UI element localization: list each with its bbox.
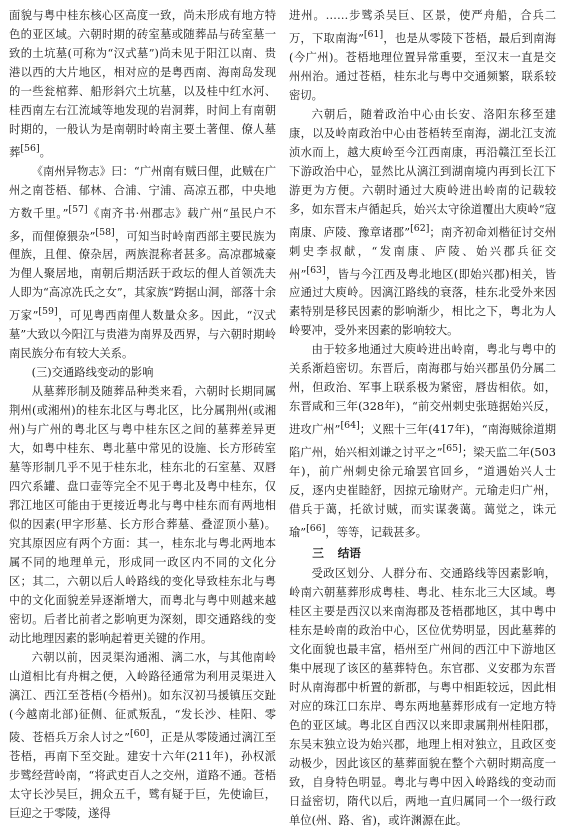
paragraph-text: 《南齐书·州郡志》载广州“虽民户不多，而俚僚猥杂”: [9, 206, 276, 243]
paragraph-text: ，正是从零陵通过漓江至苍梧，再南下至交趾。建安十六年(211年)，孙权派步骘经营岭南，“将武吏百人之交州，道路不通。苍梧太守长沙吴巨，拥众五千，骘有疑于巨，先使谕巨，巨迎之于零陵，遂得: [9, 730, 276, 820]
paragraph-text: 进州。……步骘杀吴巨、区景，使严舟船，合兵二万，下取南海”: [289, 9, 556, 45]
paragraph: [9, 648, 276, 823]
citation-ref: [59]: [38, 306, 58, 318]
citation-ref: [58]: [95, 226, 115, 238]
paragraph-text: 由于较多地通过大庾岭进出岭南，粤北与粤中的关系渐趋密切。东晋后，南海郡与始兴郡虽仍分属二州，但政治、军事上联系极为紧密，唇齿相依。如，东晋咸和三年(328年)，“前交州刺史张琏据始兴反，进攻广州”: [289, 343, 556, 437]
left-column: [9, 6, 276, 820]
paragraph-text: 。: [39, 145, 51, 159]
citation-ref: [60]: [129, 728, 150, 740]
right-column: [289, 6, 557, 827]
paragraph: [9, 162, 276, 363]
paragraph-text: ，等等，记载甚多。: [325, 525, 428, 539]
citation-ref: [57]: [68, 203, 88, 215]
paragraph-text: ；梁天监二年(503年)，前广州刺史徐元瑜罢官回乡，“道遇始兴人士反，逐内史崔睦舒，因掠元瑜财产。元瑜走归广州，借兵于蔼，托欲讨贼，而实谋袭蔼。蔼觉之，诛元瑜”: [289, 445, 556, 539]
citation-ref: [66]: [306, 522, 326, 534]
paragraph-text: ，可见粤西南俚人数量众多。因此，“汉式墓”大致以今阳江与贵港为南界及西界，与六朝时期岭南民族分布有较大关系。: [9, 309, 276, 361]
paragraph-text: 六朝后，随着政治中心由长安、洛阳东移至建康，以及岭南政治中心由苍梧转至南海，湖北江支流浈水而上，越大庾岭至今江西南康，再沿赣江至长江下游政治中心，显然比从漓江到湖南境内再到长江下游更为方便。六朝时通过大庾岭进出岭南的记载较多，如东晋末卢循起兵，始兴太守徐道覆出大庾岭“寇南康、庐陵、豫章诸郡”: [289, 107, 556, 239]
paragraph-text: ；义熙十三年(417年)，“南海贼徐道期陷广州，始兴相刘谦之讨平之”: [289, 423, 557, 459]
citation-ref: [61]: [363, 29, 384, 40]
paragraph: [289, 105, 556, 341]
subsection-heading: (三)交通路线变动的影响: [31, 366, 154, 380]
section-number: 三: [312, 545, 324, 560]
paragraph-text: ，可知当时岭南西部主要民族为俚族，且俚、僚杂居，两族混称者甚多。高凉郡城豪为俚人聚居地，南朝后期活跃于政坛的俚人首领冼夫人即为“高凉冼氏之女”，其家族“跨据山洞，部落十余万家”: [9, 229, 276, 323]
section-title: 结语: [337, 545, 361, 560]
citation-ref: [65]: [442, 443, 462, 455]
paragraph-text: 六朝以前，因灵渠沟通湘、漓二水，与其他南岭山道相比有舟楫之便，入岭路径通常为利用灵渠进入漓江、西江至苍梧(今梧州)。如东汉初马援镇压交趾(今越南北部)征侧、征贰叛乱，“发长沙、桂阳、零陵、苍梧兵万余人讨之”: [9, 651, 276, 744]
citation-ref: [63]: [306, 264, 326, 276]
paragraph-text: 《南州异物志》曰：“广州南有贼曰俚，此贼在广州之南苍梧、郁林、合浦、宁浦、高凉五郡，中央地方数千里。”: [9, 164, 276, 220]
citation-ref: [64]: [340, 420, 360, 432]
paragraph: [289, 6, 556, 105]
section-heading: [289, 542, 556, 564]
paragraph: [289, 340, 556, 541]
citation-ref: [62]: [410, 222, 430, 234]
paragraph-text: ，皆与今江西及粤北地区(即始兴郡)相关，皆应通过大庾岭。因漓江路线的衰落，桂东北受外来因素特别是移民因素的影响渐少，相比之下，粤北为人岭要冲，受外来因素的影响较大。: [289, 267, 556, 338]
paragraph-text: ；南齐初命刘楷征讨交州刺史李叔献，“发南康、庐陵、始兴郡兵征交州”: [289, 225, 556, 281]
citation-ref: [56]: [20, 143, 40, 154]
paragraph: [9, 6, 276, 162]
paragraph-text: ，也是从零陵下苍梧，最后到南海(今广州)。苍梧地理位置异常重要，至汉末一直是交州州治。通过苍梧，桂东北与粤中交通频繁，联系较密切。: [289, 31, 556, 102]
paragraph: 从墓葬形制及随葬品种类来看，六朝时长期同属荆州(或湘州)的桂东北区与粤北区，比分属荆州(或湘州)与广州的粤北区与粤中桂东区之间的墓葬差异更大，如粤中桂东、粤北墓中常见的设施、长方形砖室墓等形制几乎不见于桂东北，桂东北的石室墓、双唇四穴系罐、盘口壶等完全不见于粤北及粤中桂东，仅郛江地区可能由于更接近粤北与粤中桂东而有两地相似的因素(甲字形墓、长方形合葬墓、叠涩顶小墓)。究其原因应有两个方面：其一，桂东北与粤北两地本属不同的地理单元，形成同一政区内不同的文化分区；其二，六朝以后人岭路线的变化导致桂东北与粤中的文化面貌差异逐渐增大，而粤北与粤中则越来越密切。后者比前者之影响更为深刻，即交通路线的变动比地理因素的影响起着更关键的作用。: [9, 385, 276, 646]
paragraph-text: 面貌与粤中桂东核心区高度一致，尚未形成有地方特色的亚区域。六朝时期的砖室墓或随葬品与砖室墓一致的土坑墓(可称为“汉式墓”)尚未见于阳江以南、贵港以西的大片地区，相对应的是粤西南、海南岛发现的一些瓮棺葬、船形斜穴土坑墓，以及桂中红水河、桂西南左右江流域等地发现的岩洞葬，时间上有南朝时期的，一般认为是南朝时岭南主要土著俚、僚人墓葬: [9, 9, 276, 159]
paragraph: 受政区划分、人群分布、交通路线等因素影响，岭南六朝墓葬形成粤桂、粤北、桂东北三大区域。粤桂区主要是西汉以来南海郡及苍梧郡地区，其中粤中桂东是岭南的政治中心，区位优势明显，因此墓葬的文化面貌也最丰富，梧州至广州间的西江中下游地区集中展现了该区的墓葬特色。东官郡、义安郡为东晋时从南海郡中析置的新郡，与粤中相距较远，因此相对应的珠江口东岸、粤东两地墓葬形成有一定地方特色的亚区域。粤北区自西汉以来即隶属荆州桂阳郡，东吴末独立设为始兴郡，地理上相对独立，且政区变动极少，因此该区的墓葬面貌在整个六朝时期高度一致，自身特色明显。粤北与粤中因入岭路线的变动而日益密切，隋代以后，两地一直归属同一个一级行政单位(州、路、省)，或许渊源在此。: [289, 566, 556, 827]
